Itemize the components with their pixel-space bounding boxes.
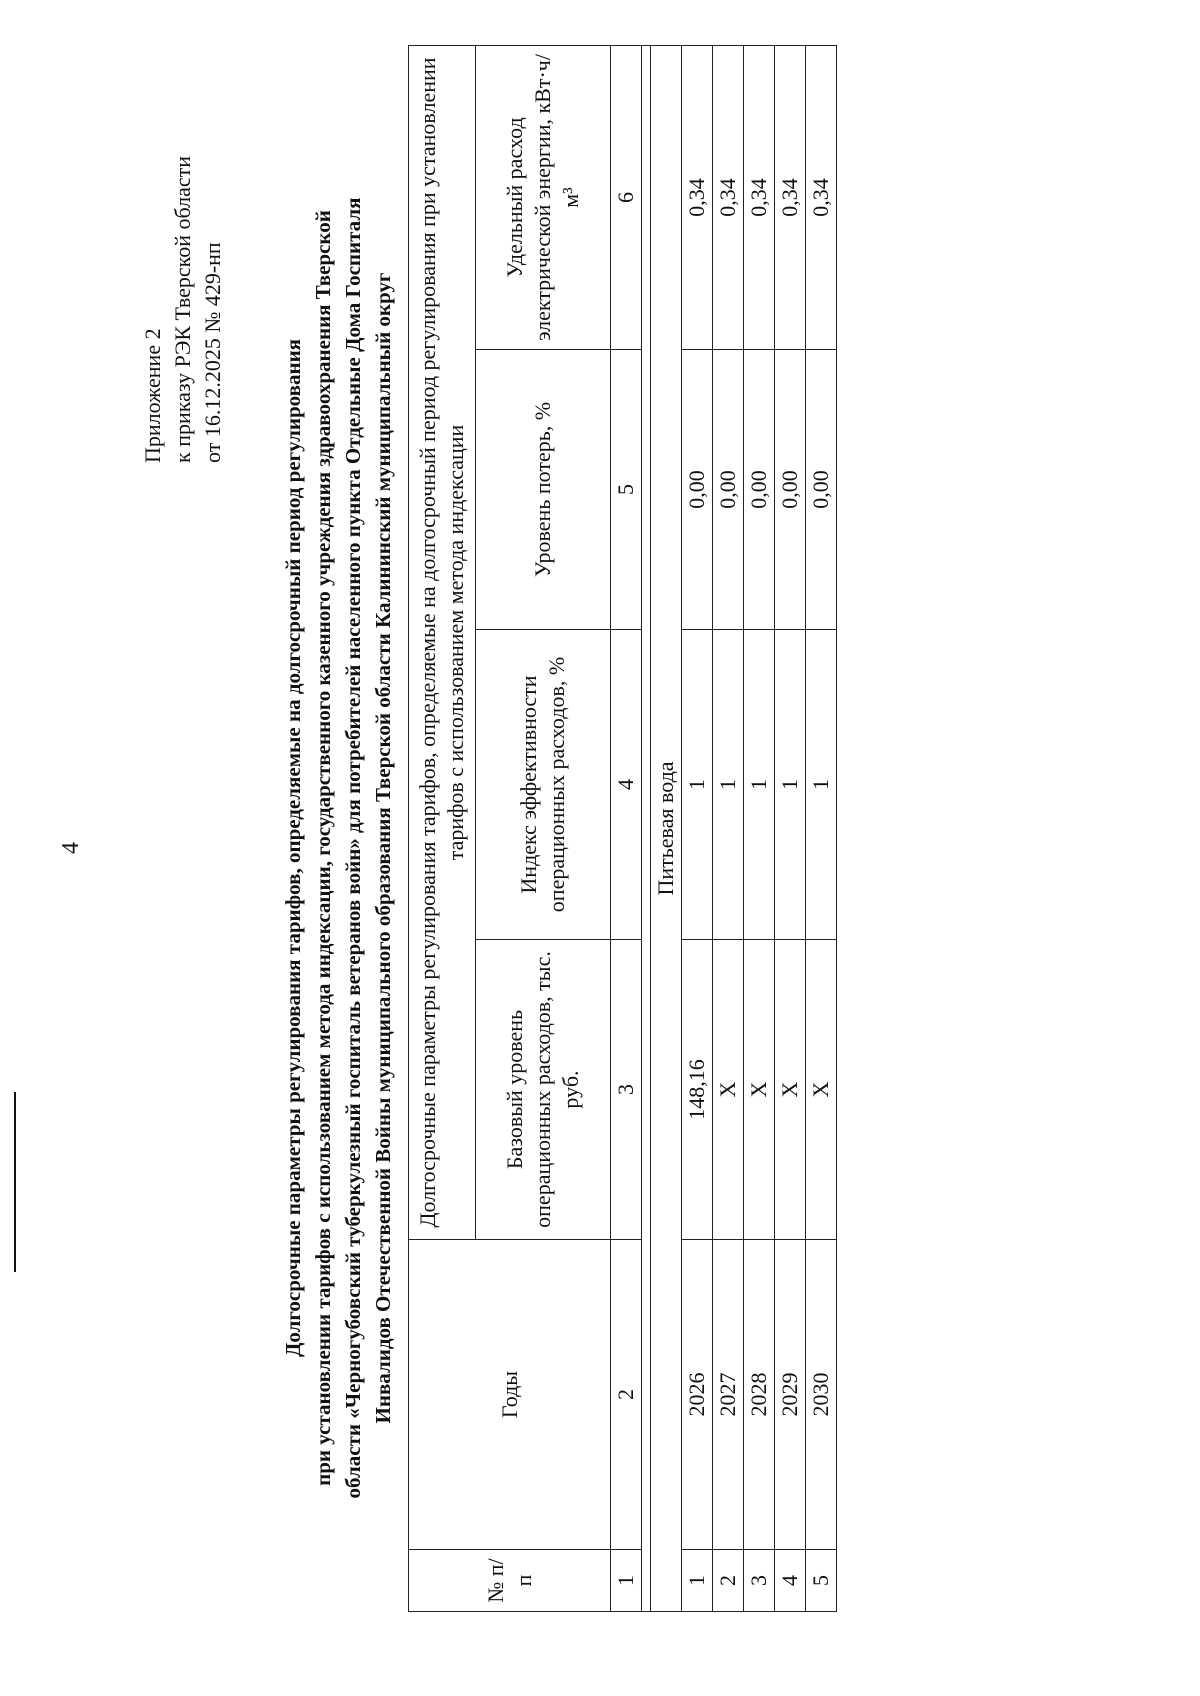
row-energy-consumption: 0,34 [806,45,837,349]
row-base-level: X [806,940,837,1240]
row-base-level: 148,16 [682,940,713,1240]
footnote-separator-line [8,1092,22,1272]
column-number: 4 [611,630,642,940]
row-efficiency-index: 1 [713,630,744,940]
header-number: № п/п [409,1550,611,1612]
row-year: 2026 [682,1240,713,1550]
title-line-1: Долгосрочные параметры регулирования тарифов, определяемые на долгосрочный период регулирования [281,338,305,1358]
column-number: 6 [611,45,642,349]
row-base-level: X [744,940,775,1240]
row-number: 1 [682,1550,713,1612]
header-base-level: Базовый уровень операционных расходов, тыс. руб. [476,940,611,1240]
column-number: 1 [611,1550,642,1612]
table-row [744,45,775,1611]
appendix-line-1: Приложение 2 [140,328,165,463]
spacer-cell [642,45,651,1611]
appendix-line-3: от 16.12.2025 № 429-нп [200,242,225,463]
column-number: 2 [611,1240,642,1550]
row-year: 2027 [713,1240,744,1550]
spacer-row [642,45,651,1611]
table-row [775,45,806,1611]
row-loss-level: 0,00 [744,350,775,630]
rotated-document-page [20,18,1180,1678]
row-energy-consumption: 0,34 [744,45,775,349]
row-loss-level: 0,00 [775,350,806,630]
table-row [806,45,837,1611]
table-row [713,45,744,1611]
page-number: 4 [58,842,84,854]
row-year: 2030 [806,1240,837,1550]
row-energy-consumption: 0,34 [775,45,806,349]
section-title: Питьевая вода [651,45,682,1611]
title-line-4: Инвалидов Отечественной Войны муниципального образования Тверской области Калининский муниципальный округ [371,272,395,1424]
row-loss-level: 0,00 [682,350,713,630]
document-title [278,58,398,1638]
title-line-3: области «Черногубовский туберкулезный госпиталь ветеранов войн» для потребителей населенного пункта Отдельные Дома Госпиталя [341,197,365,1499]
header-years: Годы [409,1240,611,1550]
row-number: 2 [713,1550,744,1612]
column-number-row [611,45,642,1611]
row-energy-consumption: 0,34 [682,45,713,349]
header-efficiency-index: Индекс эффективности операционных расходов, % [476,630,611,940]
column-number: 5 [611,350,642,630]
header-loss-level: Уровень потерь, % [476,350,611,630]
table-row [682,45,713,1611]
header-group: Долгосрочные параметры регулирования тарифов, определяемые на долгосрочный период регулирования при установлении тарифов с использованием метода индексации [409,45,476,1239]
row-energy-consumption: 0,34 [713,45,744,349]
column-number: 3 [611,940,642,1240]
row-year: 2029 [775,1240,806,1550]
row-number: 5 [806,1550,837,1612]
row-efficiency-index: 1 [775,630,806,940]
row-efficiency-index: 1 [682,630,713,940]
appendix-reference [138,156,228,463]
header-row-1 [409,45,476,1611]
row-number: 3 [744,1550,775,1612]
title-line-2: при установлении тарифов с использованием метода индексации, государственного казенного учреждения здравоохранения Тверской [311,210,335,1486]
row-loss-level: 0,00 [806,350,837,630]
header-energy-consumption: Удельный расход электрической энергии, кВт·ч/м³ [476,45,611,349]
row-base-level: X [713,940,744,1240]
row-number: 4 [775,1550,806,1612]
row-base-level: X [775,940,806,1240]
appendix-line-2: к приказу РЭК Тверской области [170,155,195,463]
row-year: 2028 [744,1240,775,1550]
row-loss-level: 0,00 [713,350,744,630]
parameters-table [408,45,837,1612]
row-efficiency-index: 1 [806,630,837,940]
section-row [651,45,682,1611]
row-efficiency-index: 1 [744,630,775,940]
